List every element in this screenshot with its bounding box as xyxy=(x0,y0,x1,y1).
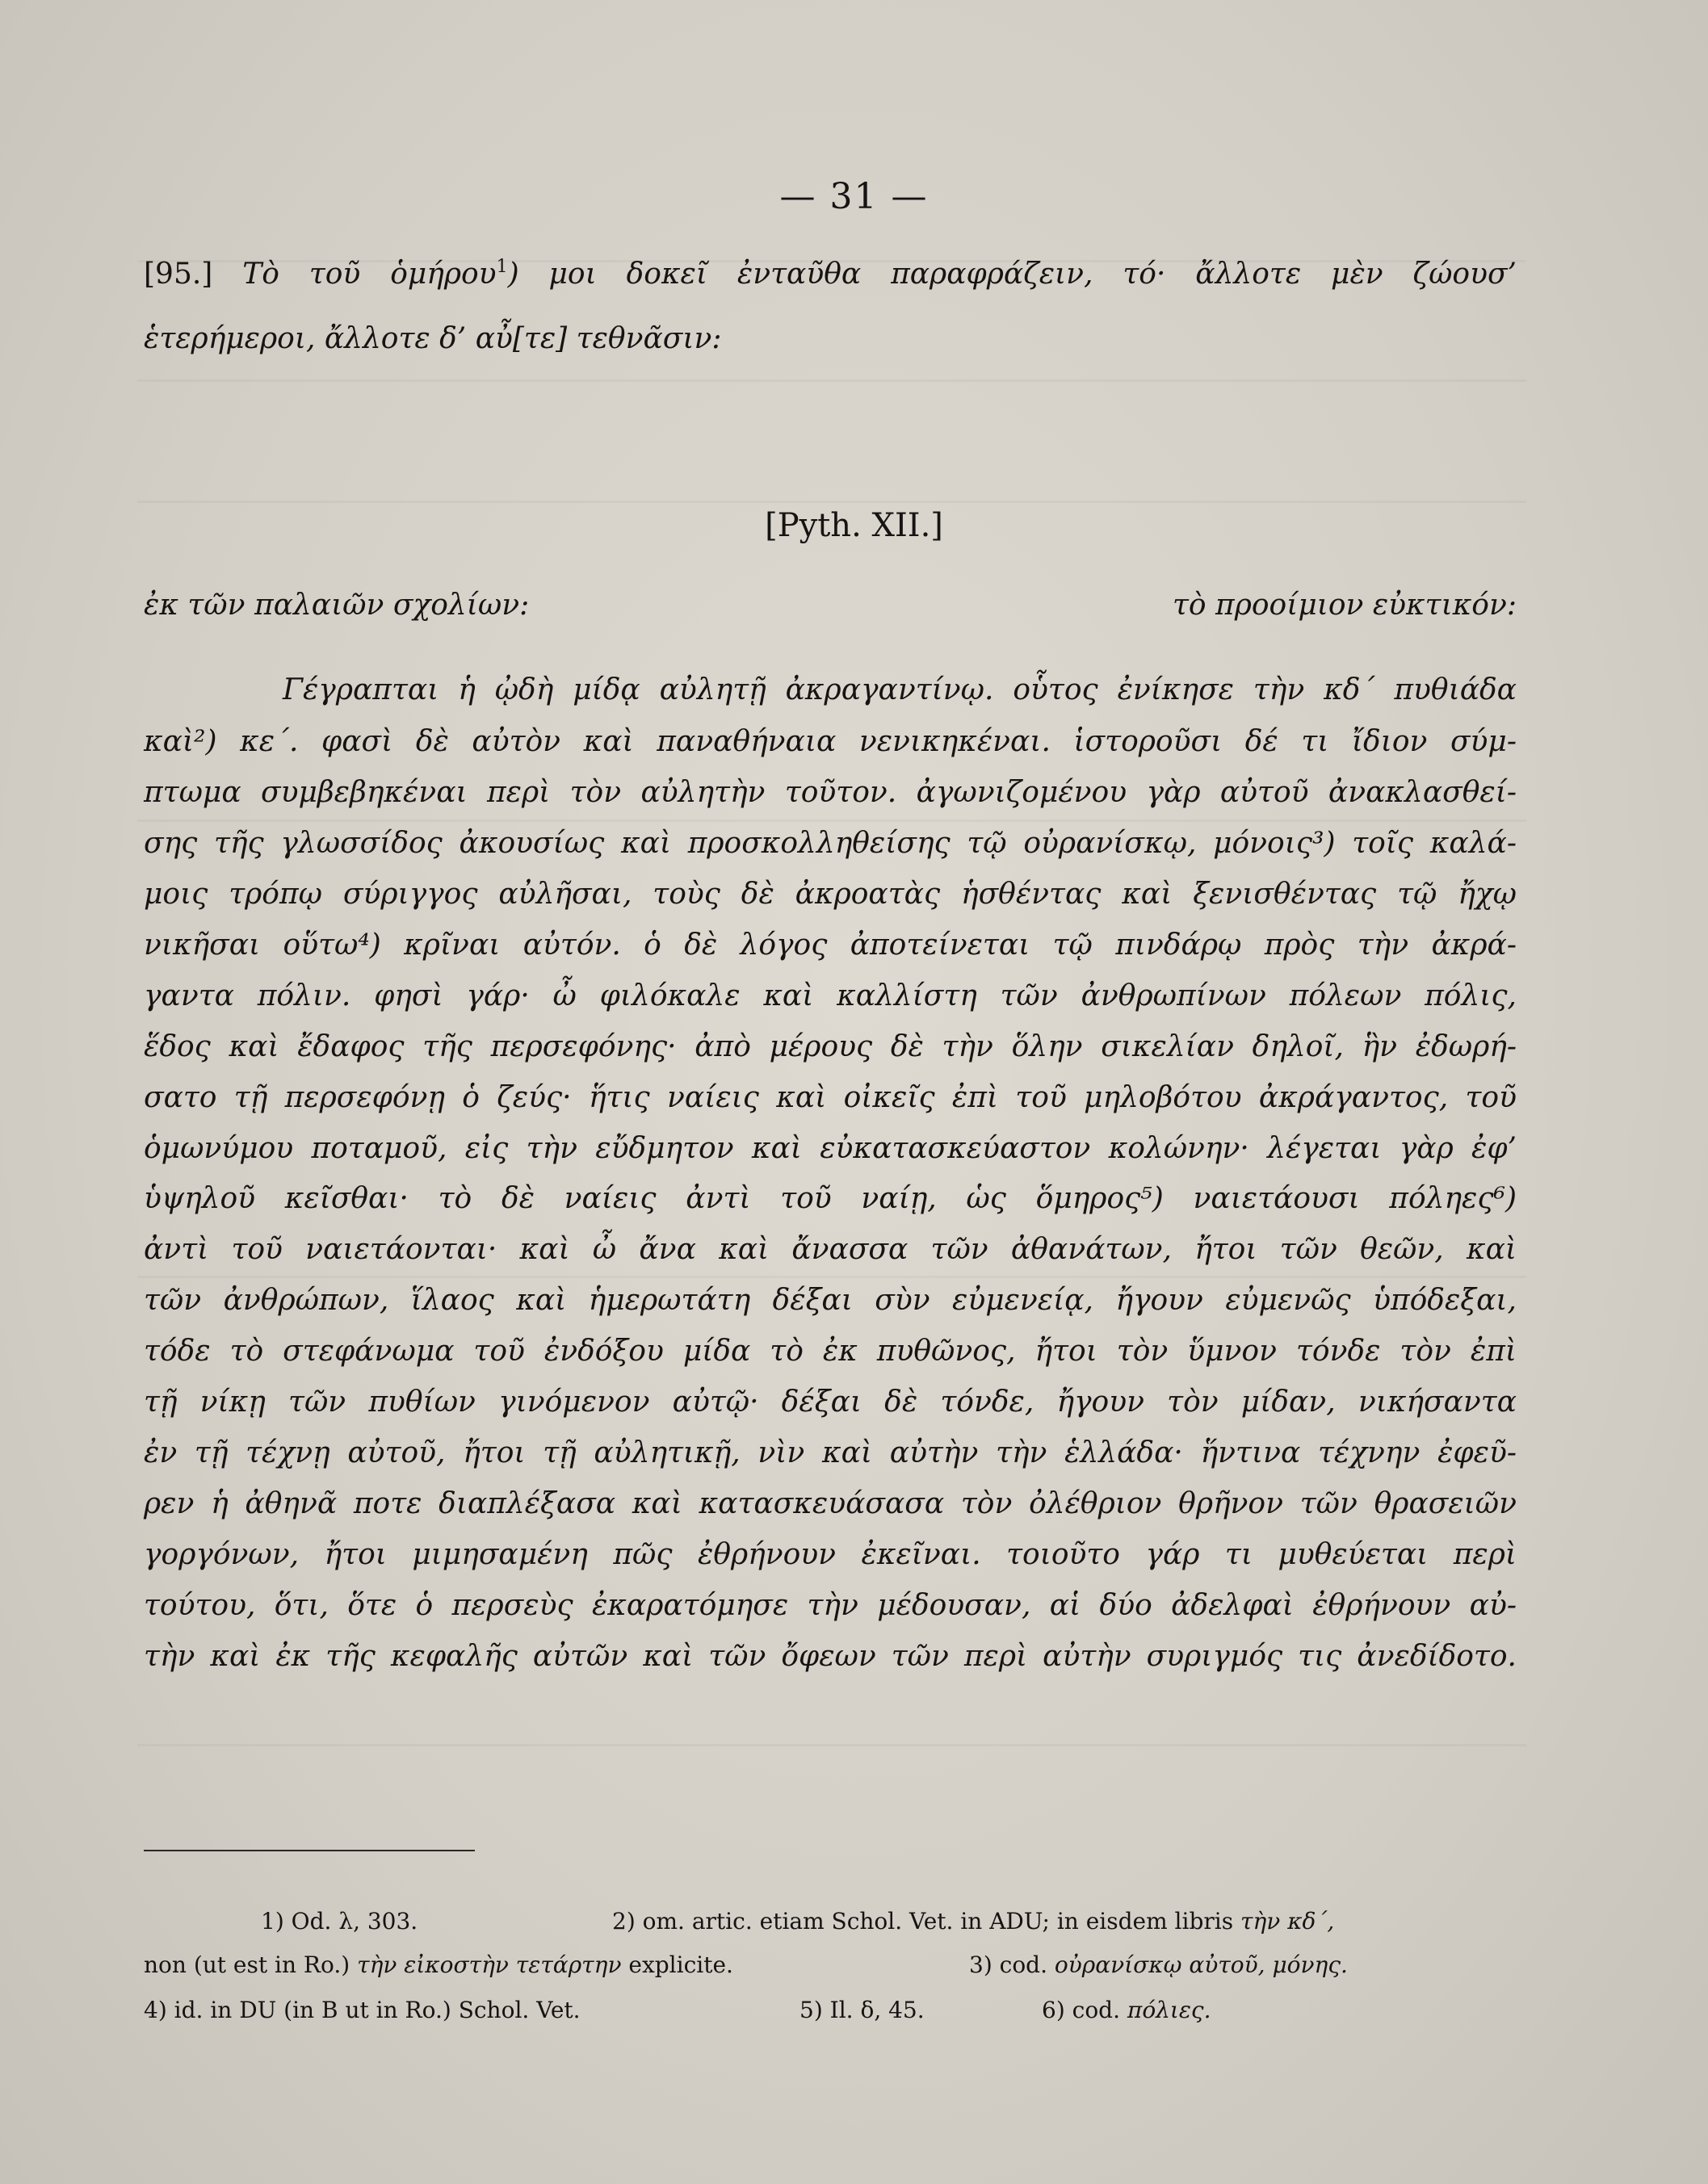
section-heading: [Pyth. XII.] xyxy=(765,507,943,544)
body-line: ἕδος καὶ ἔδαφος τῆς περσεφόνης· ἀπὸ μέρους δὲ τὴν ὅλην σικελίαν δηλοῖ, ἣν ἐδωρή- xyxy=(144,1030,1517,1063)
body-line: ρεν ἡ ἀθηνᾶ ποτε διαπλέξασα καὶ κατασκευάσασα τὸν ὀλέθριον θρῆνον τῶν θρασειῶν xyxy=(144,1487,1517,1520)
body-line: σατο τῇ περσεφόνῃ ὁ ζεύς· ἥτις ναίεις καὶ οἰκεῖς ἐπὶ τοῦ μηλοβότου ἀκράγαντος, τοῦ xyxy=(144,1081,1517,1114)
footnote-2-greek: τὴν κδ΄, xyxy=(1240,1908,1335,1935)
footnote-5: 5) Il. δ, 45. xyxy=(799,1997,925,2023)
body-line: ὁμωνύμου ποταμοῦ, εἰς τὴν εὔδμητον καὶ εὐκατασκεύαστον κολώνην· λέγεται γὰρ ἐφ’ xyxy=(144,1132,1517,1165)
section-marker: [95.] xyxy=(144,258,213,291)
bleed-through-line xyxy=(137,501,1526,503)
footnote-2 xyxy=(612,1907,1334,1936)
body-line: τούτου, ὅτι, ὅτε ὁ περσεὺς ἐκαρατόμησε τὴν μέδουσαν, αἱ δύο ἀδελφαὶ ἐθρήνουν αὐ- xyxy=(144,1589,1517,1622)
body-line: τόδε τὸ στεφάνωμα τοῦ ἐνδόξου μίδα τὸ ἐκ πυθῶνος, ἤτοι τὸν ὕμνον τόνδε τὸν ἐπὶ xyxy=(144,1335,1517,1368)
footnote-1: 1) Od. λ, 303. xyxy=(261,1908,418,1935)
bleed-through-line xyxy=(137,1744,1526,1746)
subheading-left: ἐκ τῶν παλαιῶν σχολίων: xyxy=(144,589,530,622)
body-line: ὑψηλοῦ κεῖσθαι· τὸ δὲ ναίεις ἀντὶ τοῦ ναίῃ, ὡς ὅμηρος⁵) ναιετάουσι πόληες⁶) xyxy=(144,1182,1517,1215)
intro-text-rest: ) μοι δοκεῖ ἐνταῦθα παραφράζειν, τό· ἄλλοτε μὲν ζώουσ’ xyxy=(507,258,1517,291)
body-line: σης τῆς γλωσσίδος ἀκουσίως καὶ προσκολληθείσης τῷ οὐρανίσκῳ, μόνοις³) τοῖς καλά- xyxy=(144,827,1517,860)
subheading-right: τὸ προοίμιον εὐκτικόν: xyxy=(1173,589,1517,622)
footnote-ref: 1 xyxy=(496,257,508,277)
body-line: τῶν ἀνθρώπων, ἵλαος καὶ ἡμερωτάτη δέξαι σὺν εὐμενείᾳ, ἤγουν εὐμενῶς ὑπόδεξαι, xyxy=(144,1284,1517,1317)
footnote-3 xyxy=(969,1951,1348,1980)
footnote-3-greek: οὐρανίσκῳ αὐτοῦ, μόνης. xyxy=(1054,1951,1348,1978)
bleed-through-line xyxy=(137,820,1526,822)
footnote-4: 4) id. in DU (in B ut in Ro.) Schol. Vet. xyxy=(144,1997,581,2023)
footnote-2-text: 2) om. artic. etiam Schol. Vet. in ADU; in eisdem libris xyxy=(612,1908,1234,1935)
bleed-through-line xyxy=(137,1276,1526,1278)
body-line: γαντα πόλιν. φησὶ γάρ· ὦ φιλόκαλε καὶ καλλίστη τῶν ἀνθρωπίνων πόλεων πόλις, xyxy=(144,979,1517,1012)
footnote-2-cont xyxy=(144,1951,733,1980)
footnote-3-text: 3) cod. xyxy=(969,1951,1048,1978)
body-line: ἐν τῇ τέχνῃ αὐτοῦ, ἤτοι τῇ αὐλητικῇ, νὶν καὶ αὐτὴν τὴν ἑλλάδα· ἥντινα τέχνην ἐφεῦ- xyxy=(144,1436,1517,1469)
intro-line-2: ἑτερήμεροι, ἄλλοτε δ’ αὖ[τε] τεθνᾶσιν: xyxy=(144,322,722,355)
body-line: μοις τρόπῳ σύριγγος αὐλῆσαι, τοὺς δὲ ἀκροατὰς ἡσθέντας καὶ ξενισθέντας τῷ ἤχῳ xyxy=(144,878,1517,911)
body-line: καὶ²) κε΄. φασὶ δὲ αὐτὸν καὶ παναθήναια νενικηκέναι. ἱστοροῦσι δέ τι ἴδιον σύμ- xyxy=(144,725,1517,758)
intro-text: Τὸ τοῦ ὁμήρου xyxy=(242,258,497,291)
body-line: τὴν καὶ ἐκ τῆς κεφαλῆς αὐτῶν καὶ τῶν ὄφεων τῶν περὶ αὐτὴν συριγμός τις ἀνεδίδοτο. xyxy=(144,1640,1517,1673)
subheading-line xyxy=(144,588,1517,623)
body-line: πτωμα συμβεβηκέναι περὶ τὸν αὐλητὴν τοῦτον. ἀγωνιζομένου γὰρ αὐτοῦ ἀνακλασθεί- xyxy=(144,776,1517,809)
bleed-through-line xyxy=(137,379,1526,382)
footnote-2-cont-greek: τὴν εἰκοστὴν τετάρτην xyxy=(357,1951,622,1978)
footnote-rule xyxy=(144,1850,475,1851)
body-line: ἀντὶ τοῦ ναιετάονται· καὶ ὦ ἄνα καὶ ἄνασσα τῶν ἀθανάτων, ἤτοι τῶν θεῶν, καὶ xyxy=(144,1233,1517,1266)
page-number: — 31 — xyxy=(779,176,929,217)
body-line: Γέγραπται ἡ ᾠδὴ μίδᾳ αὐλητῇ ἀκραγαντίνῳ. οὗτος ἐνίκησε τὴν κδ΄ πυθιάδα xyxy=(283,673,1517,706)
intro-line-1 xyxy=(144,257,1517,292)
footnote-2-cont-text: non (ut est in Ro.) xyxy=(144,1951,350,1978)
footnote-6-greek: πόλιες. xyxy=(1127,1997,1211,2023)
body-line: τῇ νίκῃ τῶν πυθίων γινόμενον αὐτῷ· δέξαι δὲ τόνδε, ἤγουν τὸν μίδαν, νικήσαντα xyxy=(144,1385,1517,1419)
body-line: γοργόνων, ἤτοι μιμησαμένη πῶς ἐθρήνουν ἐκεῖναι. τοιοῦτο γάρ τι μυθεύεται περὶ xyxy=(144,1538,1517,1571)
footnote-2-cont-end: explicite. xyxy=(628,1951,733,1978)
footnote-6 xyxy=(1042,1996,1211,2025)
body-line: νικῆσαι οὕτω⁴) κρῖναι αὐτόν. ὁ δὲ λόγος ἀποτείνεται τῷ πινδάρῳ πρὸς τὴν ἀκρά- xyxy=(144,929,1517,962)
footnote-6-text: 6) cod. xyxy=(1042,1997,1121,2023)
